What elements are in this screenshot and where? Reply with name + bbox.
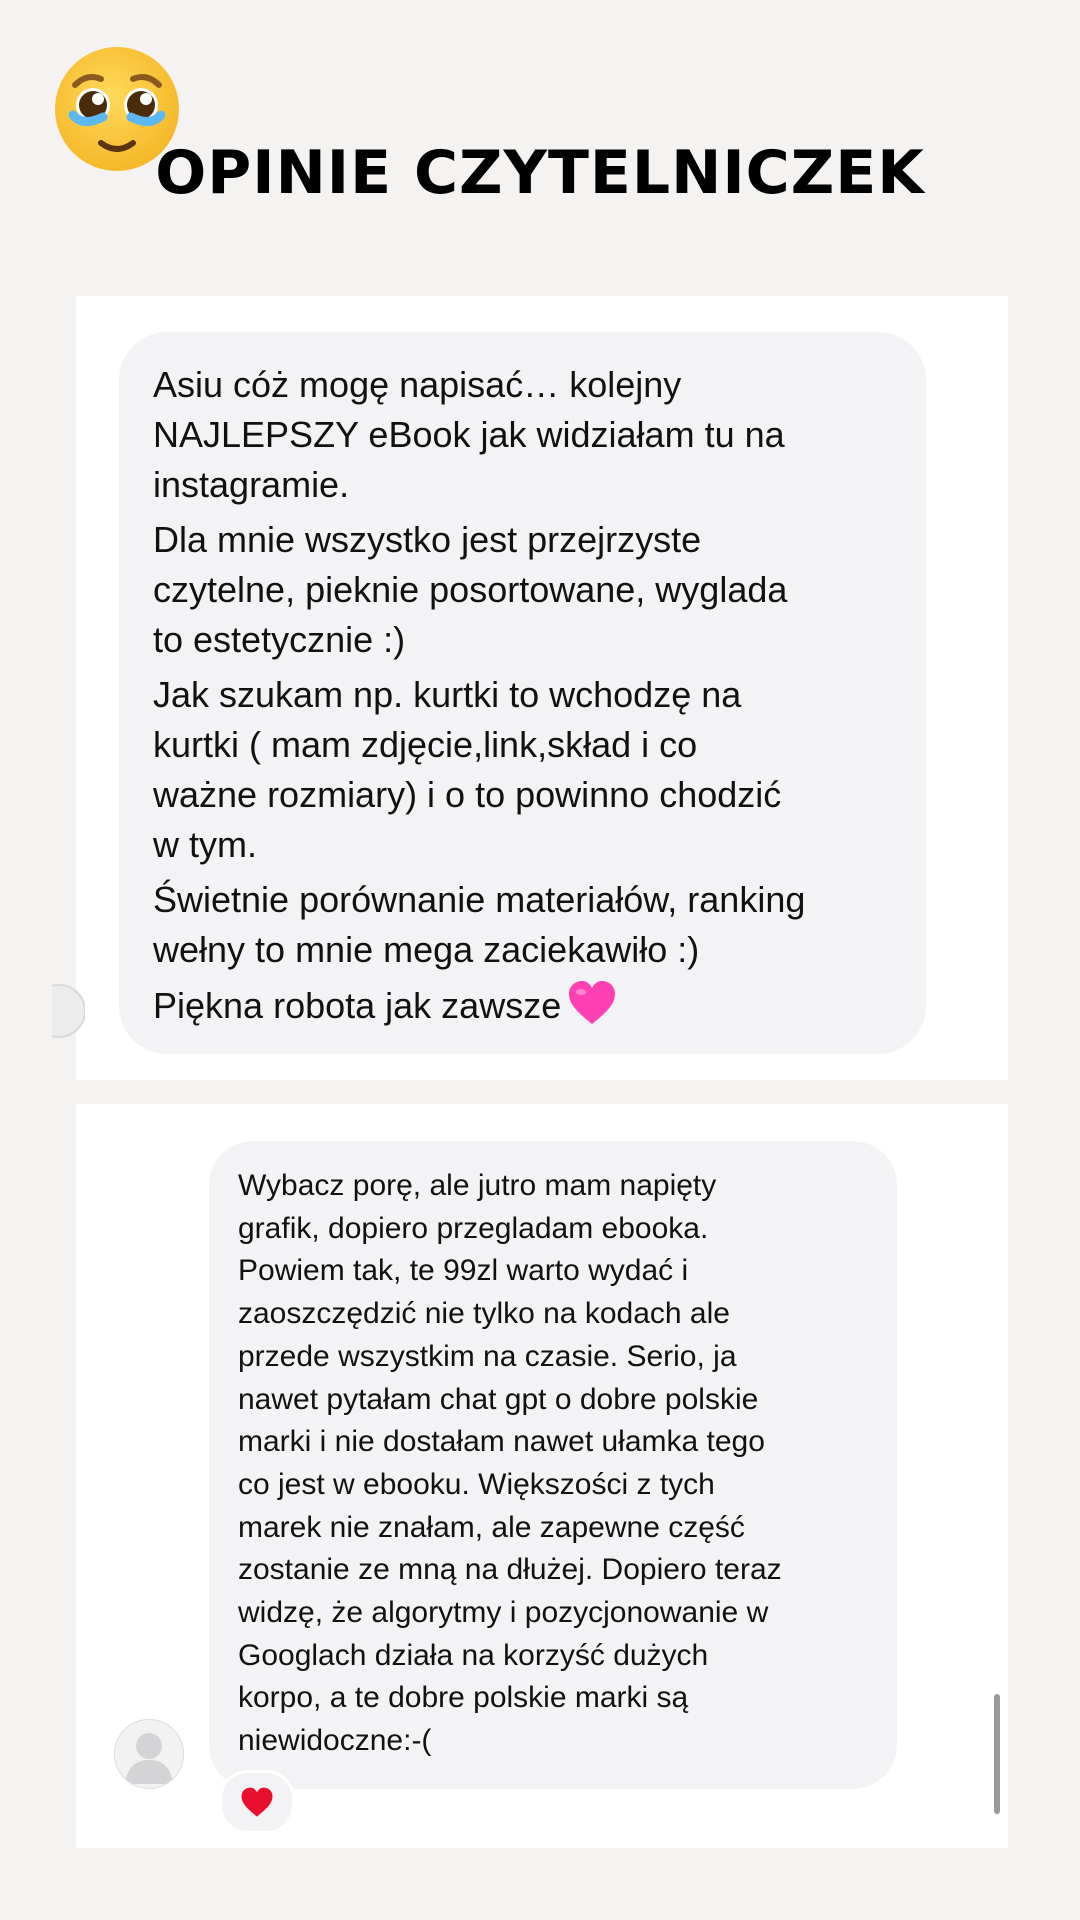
message-text xyxy=(153,360,913,1044)
default-avatar-icon[interactable] xyxy=(114,1719,184,1789)
message-bubble xyxy=(209,1141,897,1789)
message-bubble xyxy=(119,332,926,1054)
page-title: OPINIE CZYTELNICZEK xyxy=(155,138,925,208)
message-paragraph: Dla mnie wszystko jest przejrzyste czytelne, pieknie posortowane, wyglada to estetycznie :) xyxy=(153,519,788,660)
message-paragraph: Jak szukam np. kurtki to wchodzę na kurtki ( mam zdjęcie,link,skład i co ważne rozmiary) i o to powinno chodzić w tym. xyxy=(153,674,782,865)
pink-heart-icon xyxy=(567,980,617,1039)
review-card-2 xyxy=(76,1104,1008,1848)
message-text: Wybacz porę, ale jutro mam napięty grafik, dopiero przegladam ebooka. Powiem tak, te 99zl warto wydać i zaoszczędzić nie tylko na kodach ale przede wszystkim na czasie. Serio, ja nawet pytałam chat gpt o dobre polskie marki i nie dostałam nawet ułamka tego co jest w ebooku. Większości z tych marek nie znałam, ale zapewne część zostanie ze mną na dłużej. Dopiero teraz widzę, że algorytmy i pozycjonowanie w Googlach działa na korzyść dużych korpo, a te dobre polskie marki są niewidoczne:-( xyxy=(238,1169,782,1758)
review-card-1 xyxy=(76,296,1008,1080)
red-heart-icon[interactable] xyxy=(219,1770,295,1834)
message-paragraph: Piękna robota jak zawsze xyxy=(153,985,562,1026)
message-paragraph: Asiu cóż mogę napisać… kolejny NAJLEPSZY eBook jak widziałam tu na instagramie. xyxy=(153,364,785,505)
message-last-line xyxy=(153,980,913,1039)
avatar-icon xyxy=(52,984,85,1040)
message-paragraph: Świetnie porównanie materiałów, ranking wełny to mnie mega zaciekawiło :) xyxy=(153,879,806,970)
scrollbar[interactable] xyxy=(994,1694,1000,1814)
